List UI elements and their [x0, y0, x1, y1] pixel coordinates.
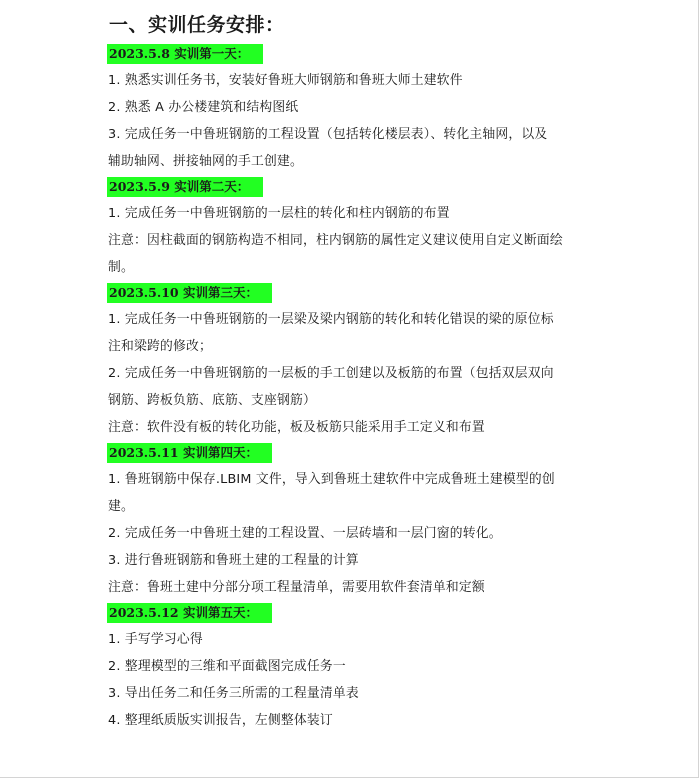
task-line: 2. 整理模型的三维和平面截图完成任务一 [108, 659, 346, 674]
task-line: 辅助轴网、拼接轴网的手工创建。 [108, 154, 303, 169]
day-block-1 [107, 42, 597, 175]
task-line: 3. 完成任务一中鲁班钢筋的工程设置（包括转化楼层表）、转化主轴网，以及 [108, 127, 548, 142]
note-line: 注意：鲁班土建中分部分项工程量清单，需要用软件套清单和定额 [108, 580, 485, 595]
task-line: 2. 熟悉 A 办公楼建筑和结构图纸 [108, 100, 299, 115]
day-block-4 [107, 441, 597, 601]
day-title: 2023.5.11 实训第四天： [107, 443, 272, 463]
day-block-3 [107, 281, 597, 441]
task-line: 1. 熟悉实训任务书，安装好鲁班大师钢筋和鲁班大师土建软件 [108, 73, 463, 88]
section-heading: 一、实训任务安排： [109, 14, 285, 36]
note-line: 制。 [108, 260, 134, 275]
note-line: 注意：因柱截面的钢筋构造不相同，柱内钢筋的属性定义建议使用自定义断面绘 [108, 233, 563, 248]
day-block-2 [107, 175, 597, 281]
task-line: 3. 进行鲁班钢筋和鲁班土建的工程量的计算 [108, 553, 359, 568]
document-content [107, 8, 597, 734]
task-line: 3. 导出任务二和任务三所需的工程量清单表 [108, 686, 359, 701]
day-title: 2023.5.9 实训第二天： [107, 177, 263, 197]
day-title: 2023.5.12 实训第五天： [107, 603, 272, 623]
task-line: 2. 完成任务一中鲁班钢筋的一层板的手工创建以及板筋的布置（包括双层双向 [108, 366, 554, 381]
task-line: 1. 完成任务一中鲁班钢筋的一层柱的转化和柱内钢筋的布置 [108, 206, 450, 221]
note-line: 注意：软件没有板的转化功能，板及板筋只能采用手工定义和布置 [108, 420, 485, 435]
task-line: 2. 完成任务一中鲁班土建的工程设置、一层砖墙和一层门窗的转化。 [108, 526, 502, 541]
task-line: 1. 鲁班钢筋中保存.LBIM 文件，导入到鲁班土建软件中完成鲁班土建模型的创 [108, 472, 555, 487]
task-line: 建。 [108, 499, 134, 514]
day-title: 2023.5.10 实训第三天： [107, 283, 272, 303]
task-line: 1. 手写学习心得 [108, 632, 203, 647]
task-line: 1. 完成任务一中鲁班钢筋的一层梁及梁内钢筋的转化和转化错误的梁的原位标 [108, 312, 554, 327]
day-title: 2023.5.8 实训第一天： [107, 44, 263, 64]
task-line: 注和梁跨的修改； [108, 339, 212, 354]
task-line: 4. 整理纸质版实训报告，左侧整体装订 [108, 713, 333, 728]
task-line: 钢筋、跨板负筋、底筋、支座钢筋） [108, 393, 316, 408]
day-block-5 [107, 601, 597, 734]
